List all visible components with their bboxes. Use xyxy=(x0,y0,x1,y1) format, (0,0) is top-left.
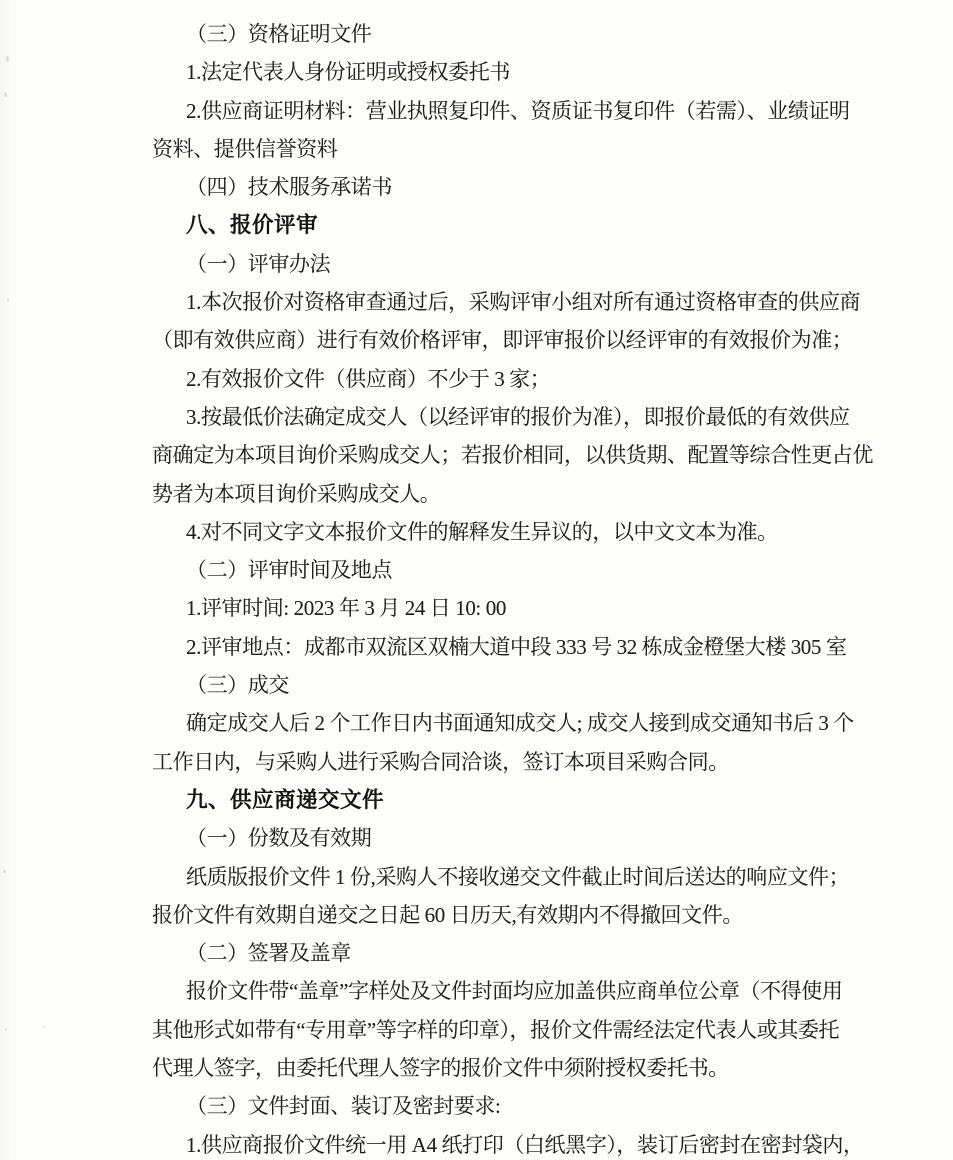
scan-artifact xyxy=(5,1028,7,1031)
scan-artifact xyxy=(6,56,9,62)
text-line: 4.对不同文字文本报价文件的解释发生异议的，以中文文本为准。 xyxy=(186,519,778,544)
scan-artifact xyxy=(3,870,6,873)
text-line: （三）成交 xyxy=(186,673,289,698)
text-line: 2.评审地点：成都市双流区双楠大道中段 333 号 32 栋成金橙堡大楼 305 室 xyxy=(186,634,847,659)
text-line: 2.供应商证明材料：营业执照复印件、资质证书复印件（若需）、业绩证明 xyxy=(186,98,850,123)
text-line: 商确定为本项目询价采购成交人；若报价相同，以供货期、配置等综合性更占优 xyxy=(152,443,873,468)
text-line: 1.供应商报价文件统一用 A4 纸打印（白纸黑字），装订后密封在密封袋内， xyxy=(186,1132,864,1157)
text-line: （四）技术服务承诺书 xyxy=(186,175,392,200)
scan-artifact xyxy=(4,92,7,97)
section-heading: 九、供应商递交文件 xyxy=(186,787,385,812)
text-line: 代理人签字，由委托代理人签字的报价文件中须附授权委托书。 xyxy=(152,1056,729,1081)
text-line: （三）资格证明文件 xyxy=(186,22,372,46)
text-line: 1.法定代表人身份证明或授权委托书 xyxy=(186,60,510,85)
text-line: （三）文件封面、装订及密封要求: xyxy=(186,1094,501,1119)
document-text xyxy=(152,15,902,1160)
text-line: 报价文件带“盖章”字样处及文件封面均应加盖供应商单位公章（不得使用 xyxy=(186,979,843,1004)
text-line: 2.有效报价文件（供应商）不少于 3 家； xyxy=(186,366,551,391)
text-line: 资料、提供信誉资料 xyxy=(152,136,338,161)
text-line: 势者为本项目询价采购成交人。 xyxy=(152,481,441,506)
text-line: 其他形式如带有“专用章”等字样的印章），报价文件需经法定代表人或其委托 xyxy=(152,1017,840,1042)
text-line: （即有效供应商）进行有效价格评审，即评审报价以经评审的有效报价为准； xyxy=(152,328,853,353)
text-line: （二）签署及盖章 xyxy=(186,941,351,966)
text-line: 1.本次报价对资格审查通过后，采购评审小组对所有通过资格审查的供应商 xyxy=(186,290,861,315)
text-line: 报价文件有效期自递交之日起 60 日历天,有效期内不得撤回文件。 xyxy=(152,902,743,927)
text-line: 工作日内，与采购人进行采购合同洽谈，签订本项目采购合同。 xyxy=(152,749,729,774)
text-line: （二）评审时间及地点 xyxy=(186,558,392,583)
scan-artifact xyxy=(7,298,9,302)
scan-edge-shade xyxy=(0,0,12,1160)
text-line: 3.按最低价法确定成交人（以经评审的报价为准），即报价最低的有效供应 xyxy=(186,404,850,429)
text-line: 纸质版报价文件 1 份,采购人不接收递交文件截止时间后送达的响应文件； xyxy=(186,864,850,889)
text-line: 1.评审时间: 2023 年 3 月 24 日 10: 00 xyxy=(186,596,506,621)
section-heading: 八、报价评审 xyxy=(186,213,319,238)
text-line: （一）份数及有效期 xyxy=(186,826,372,851)
text-line: 确定成交人后 2 个工作日内书面通知成交人; 成交人接到成交通知书后 3 个 xyxy=(186,711,854,736)
scan-artifact xyxy=(42,1026,46,1028)
text-line: （一）评审办法 xyxy=(186,251,331,276)
